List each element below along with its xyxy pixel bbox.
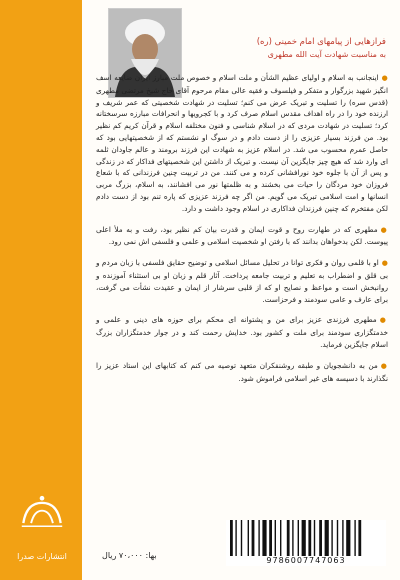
barcode-bars xyxy=(226,520,386,556)
body-text xyxy=(96,72,388,393)
paragraph: ● مطهری فرزندی عزیز برای من و پشتوانه ای محکم برای حوزه های دینی و علمی و خدمتگزاری سودمند برای ملت و کشور بود. خدایش رحمت کند و در جوار خدمتگزاران بزرگ اسلام جایگزین فرماید. xyxy=(96,314,388,350)
header-title: فرازهایی از پیامهای امام خمینی (ره) xyxy=(256,37,386,47)
paragraph: ● او با قلمی روان و فکری توانا در تحلیل مسائل اسلامی و توضیح حقایق فلسفی با زبان مردم و بی قلق و اضطراب به تعلیم و تربیت جامعه پرداخت. آثار قلم و زبان او بی استثناء آموزنده و روانبخش است و مواعظ و نصایح او که از قلبی سرشار از ایمان و عقیدت نشأت می گرفت، برای عارف و عامی سودمند و فرحزاست. xyxy=(96,257,388,305)
header-subtitle: به مناسبت شهادت آیت الله مطهری xyxy=(267,50,386,59)
publisher-logo xyxy=(8,492,76,564)
paragraph: ● اینجانب به اسلام و اولیای عظیم الشأن و ملت اسلام و خصوص ملت مبارز ایران ضایعه اسف انگیز شهید بزرگوار و متفکر و فیلسوف و فقیه عالی مقام مرحوم آقای حاج شیخ مرتضی مطهری (قدس سره) را تسلیت و تبریک عرض می کنم؛ تسلیت در شهادت شخصیتی که عمر شریف و ارزنده خود را در راه اهداف مقدس اسلام صرف کرد و با کجرویها و انحرافات مبارزه سرسختانه کرد؛ تسلیت در شهادت مردی که در اسلام شناسی و فنون مختلفه اسلام و قرآن کریم کم نظیر بود. من فرزند بسیار عزیزی را از دست دادم و در سوگ او نشستم که از شخصیتهایی بود که حاصل عمرم محسوب می شد. در اسلام عزیز به شهادت این فرزند برومند و عالم جاودان ثلمه ای وارد شد که هیچ چیز جایگزین آن نیست. و تبریک از داشتن این شخصیتهای فداکار که در زندگی و پس از آن با جلوه خود نورافشانی کرده و می کنند. من در تربیت چنین فرزندانی که با شعاع فروزان خود مردگان را حیات می بخشند و به ظلمتها نور می افشانند، به اسلام، بزرگ مربی انسانها و امت اسلامی تبریک می گویم. من اگر چه فرزند عزیزی که پاره تنم بود از دست دادم لکن مفتخرم که چنین فرزندان فداکاری در اسلام وجود داشت و دارد. xyxy=(96,72,388,215)
publisher-logo-mark xyxy=(8,492,76,548)
footer xyxy=(0,510,400,580)
barcode xyxy=(226,520,386,566)
publisher-name: انتشارات صدرا xyxy=(17,552,67,561)
price-label: بها: ۷۰،۰۰۰ ریال xyxy=(102,551,157,560)
isbn-number: 9786007747063 xyxy=(266,556,346,565)
paragraph: ● من به دانشجویان و طبقه روشنفکران متعهد توصیه می کنم که کتابهای این استاد عزیز را نگذارند با دسیسه های غیر اسلامی فراموش شود. xyxy=(96,360,388,385)
paragraph: ● مطهری که در طهارت روح و قوت ایمان و قدرت بیان کم نظیر بود، رفت و به ملأ اعلی پیوست. لکن بدخواهان بدانند که با رفتن او شخصیت اسلامی و علمی و فلسفی اش نمی رود. xyxy=(96,224,388,249)
header-block xyxy=(176,36,386,61)
